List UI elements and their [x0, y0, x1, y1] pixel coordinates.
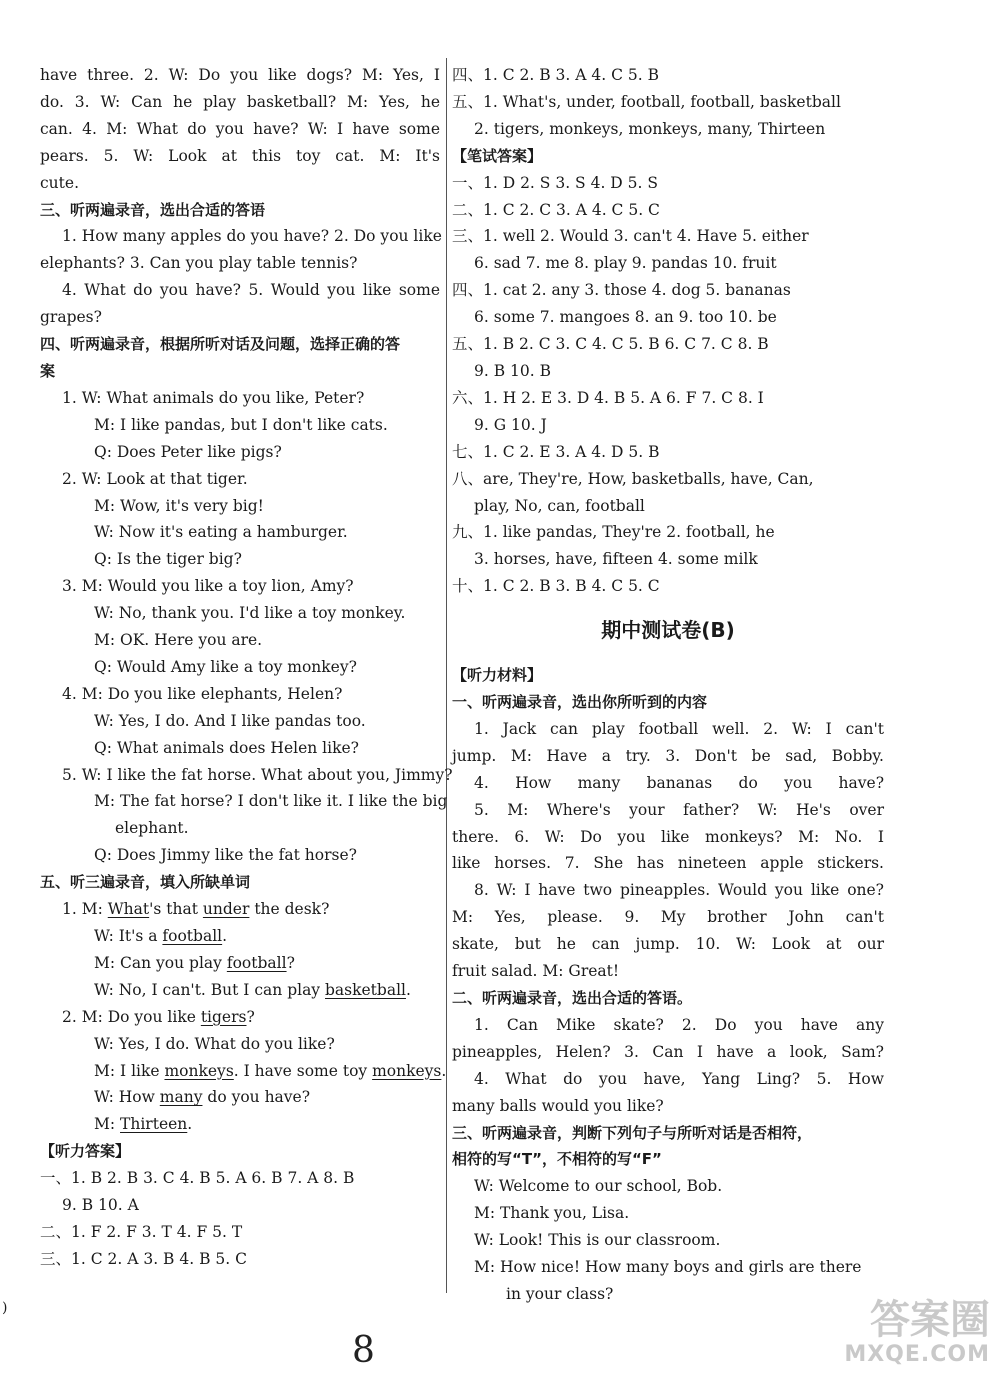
text-line: 4. What do you have? 5. Would you like some	[62, 281, 440, 300]
fill-line: 1. M: What's that under the desk?	[62, 900, 330, 919]
text-line: pineapples, Helen? 3. Can I have a look, Sam?	[452, 1042, 884, 1061]
answer-line: 三、1. C 2. A 3. B 4. B 5. C	[40, 1249, 247, 1268]
answer-line: 9. G 10. J	[474, 415, 547, 434]
answer-line: 一、1. D 2. S 3. S 4. D 5. S	[452, 173, 658, 192]
answer-heading: 【听力答案】	[40, 1142, 131, 1161]
dialogue-line: Q: Does Peter like pigs?	[94, 442, 282, 461]
answer-line: 2. tigers, monkeys, monkeys, many, Thirteen	[474, 119, 826, 138]
answer-line: 六、1. H 2. E 3. D 4. B 5. A 6. F 7. C 8. I	[452, 388, 764, 407]
dialogue-line: 5. W: I like the fat horse. What about you, Jimmy?	[62, 765, 453, 784]
filled-blank: football	[162, 927, 223, 945]
dialogue-line: 3. M: Would you like a toy lion, Amy?	[62, 577, 354, 596]
dialogue-line: W: Now it's eating a hamburger.	[94, 523, 348, 542]
filled-blank: monkeys	[164, 1061, 234, 1080]
fill-line: W: It's a football.	[94, 927, 228, 945]
section-heading: 五、听三遍录音，填入所缺单词	[40, 873, 251, 892]
answer-heading: 【笔试答案】	[452, 146, 543, 165]
fill-line: W: How many do you have?	[94, 1088, 311, 1107]
text-line: jump. M: Have a try. 3. Don't be sad, Bobby.	[452, 746, 884, 765]
text-line: fruit salad. M: Great!	[452, 962, 620, 981]
answer-line: 七、1. C 2. E 3. A 4. D 5. B	[452, 442, 660, 461]
section-heading: 三、听两遍录音，选出合适的答语	[40, 200, 266, 219]
section-heading: 二、听两遍录音，选出合适的答语。	[452, 989, 693, 1007]
text-line: like horses. 7. She has nineteen apple stickers.	[452, 854, 884, 873]
filled-blank: monkeys	[372, 1061, 442, 1080]
dialogue-line: W: Welcome to our school, Bob.	[474, 1177, 723, 1196]
answer-line: 9. B 10. B	[474, 361, 552, 380]
dialogue-line: 2. W: Look at that tiger.	[62, 469, 248, 488]
watermark	[844, 1298, 990, 1367]
dialogue-line: M: How nice! How many boys and girls are there	[474, 1258, 862, 1277]
dialogue-line: M: The fat horse? I don't like it. I like the big	[94, 792, 448, 811]
dialogue-line: Q: Would Amy like a toy monkey?	[94, 657, 357, 676]
section-heading: 四、听两遍录音，根据所听对话及问题，选择正确的答	[40, 335, 401, 354]
exam-title: 期中测试卷(B)	[601, 618, 735, 643]
dialogue-line: 1. W: What animals do you like, Peter?	[62, 388, 365, 407]
text-line: 4. How many bananas do you have?	[474, 773, 884, 792]
filled-blank: basketball	[325, 980, 406, 999]
edge-mark: )	[2, 1300, 8, 1316]
dialogue-line: Q: Is the tiger big?	[94, 550, 242, 569]
dialogue-line: M: OK. Here you are.	[94, 631, 263, 650]
answer-line: 二、1. C 2. C 3. A 4. C 5. C	[452, 200, 660, 219]
answer-line: 二、1. F 2. F 3. T 4. F 5. T	[40, 1222, 243, 1241]
text-line: 4. What do you have, Yang Ling? 5. How	[474, 1069, 884, 1088]
dialogue-line: in your class?	[506, 1284, 614, 1303]
watermark-url: MXQE.COM	[844, 1342, 990, 1367]
fill-line: W: Yes, I do. What do you like?	[94, 1034, 335, 1053]
fill-line: M: Thirteen.	[94, 1115, 193, 1134]
right-column	[452, 62, 884, 1308]
text-line: there. 6. W: Do you like monkeys? M: No. I	[452, 827, 884, 846]
fill-line: M: Can you play football?	[94, 953, 295, 972]
text-line: can. 4. M: What do you have? W: I have some	[40, 119, 440, 138]
filled-blank: tigers	[200, 1007, 247, 1026]
dialogue-line: M: Wow, it's very big!	[94, 496, 264, 515]
text-line: do. 3. W: Can he play basketball? M: Yes, he	[40, 92, 440, 111]
section-heading: 案	[40, 361, 56, 380]
answer-line: 三、1. well 2. Would 3. can't 4. Have 5. either	[452, 227, 809, 246]
text-line: grapes?	[40, 308, 102, 327]
text-line: 5. M: Where's your father? W: He's over	[474, 800, 884, 819]
text-line: 1. Jack can play football well. 2. W: I can't	[474, 719, 884, 738]
answer-line: 一、1. B 2. B 3. C 4. B 5. A 6. B 7. A 8. B	[40, 1169, 355, 1188]
text-line: have three. 2. W: Do you like dogs? M: Yes, I	[40, 66, 440, 84]
answer-line: 十、1. C 2. B 3. B 4. C 5. C	[452, 577, 660, 596]
text-line: skate, but he can jump. 10. W: Look at our	[452, 935, 884, 954]
filled-blank: football	[226, 953, 287, 972]
dialogue-line: M: I like pandas, but I don't like cats.	[94, 415, 388, 434]
left-column	[40, 62, 453, 1273]
answer-line: play, No, can, football	[474, 496, 645, 515]
dialogue-line: Q: Does Jimmy like the fat horse?	[94, 846, 357, 865]
fill-line: W: No, I can't. But I can play basketball.	[94, 980, 411, 999]
dialogue-line: M: Thank you, Lisa.	[474, 1204, 630, 1223]
answer-line: 五、1. B 2. C 3. C 4. C 5. B 6. C 7. C 8. B	[452, 335, 769, 354]
section-heading: 【听力材料】	[452, 666, 543, 685]
answer-line: 6. some 7. mangoes 8. an 9. too 10. be	[474, 308, 777, 327]
text-line: cute.	[40, 173, 79, 192]
answer-line: 6. sad 7. me 8. play 9. pandas 10. fruit	[474, 254, 777, 273]
fill-line: 2. M: Do you like tigers?	[62, 1007, 255, 1026]
answer-line: 八、are, They're, How, basketballs, have, Can,	[452, 469, 814, 488]
watermark-logo: 答案圈	[870, 1297, 990, 1343]
filled-blank: under	[202, 900, 250, 919]
section-heading: 一、听两遍录音，选出你所听到的内容	[452, 693, 708, 712]
answer-line: 四、1. cat 2. any 3. those 4. dog 5. bananas	[452, 281, 791, 300]
filled-blank: What	[107, 900, 150, 919]
dialogue-line: Q: What animals does Helen like?	[94, 738, 359, 757]
answer-line: 四、1. C 2. B 3. A 4. C 5. B	[452, 66, 659, 84]
section-heading: 三、听两遍录音，判断下列句子与所听对话是否相符，	[452, 1123, 813, 1142]
dialogue-line: W: Yes, I do. And I like pandas too.	[94, 711, 366, 730]
column-divider	[446, 58, 447, 1293]
filled-blank: Thirteen	[120, 1115, 188, 1134]
dialogue-line: W: No, thank you. I'd like a toy monkey.	[94, 604, 406, 623]
section-heading: 相符的写“T”，不相符的写“F”	[452, 1150, 662, 1169]
answer-line: 五、1. What's, under, football, football, basketball	[452, 92, 841, 111]
filled-blank: many	[159, 1088, 203, 1107]
text-line: 1. How many apples do you have? 2. Do you like	[62, 227, 442, 246]
answer-line: 3. horses, have, fifteen 4. some milk	[474, 550, 758, 569]
text-line: 1. Can Mike skate? 2. Do you have any	[474, 1015, 884, 1034]
text-line: pears. 5. W: Look at this toy cat. M: It's	[40, 146, 440, 165]
answer-line: 九、1. like pandas, They're 2. football, he	[452, 523, 775, 542]
dialogue-line: 4. M: Do you like elephants, Helen?	[62, 684, 343, 703]
text-line: many balls would you like?	[452, 1096, 664, 1115]
page-number: 8	[352, 1330, 375, 1371]
answer-line: 9. B 10. A	[62, 1196, 139, 1215]
dialogue-line: elephant.	[115, 819, 189, 838]
text-line: M: Yes, please. 9. My brother John can't	[452, 908, 884, 927]
fill-line: M: I like monkeys. I have some toy monkeys.	[94, 1061, 447, 1080]
text-line: 8. W: I have two pineapples. Would you like one?	[474, 881, 884, 900]
text-line: elephants? 3. Can you play table tennis?	[40, 254, 358, 273]
dialogue-line: W: Look! This is our classroom.	[474, 1231, 721, 1250]
